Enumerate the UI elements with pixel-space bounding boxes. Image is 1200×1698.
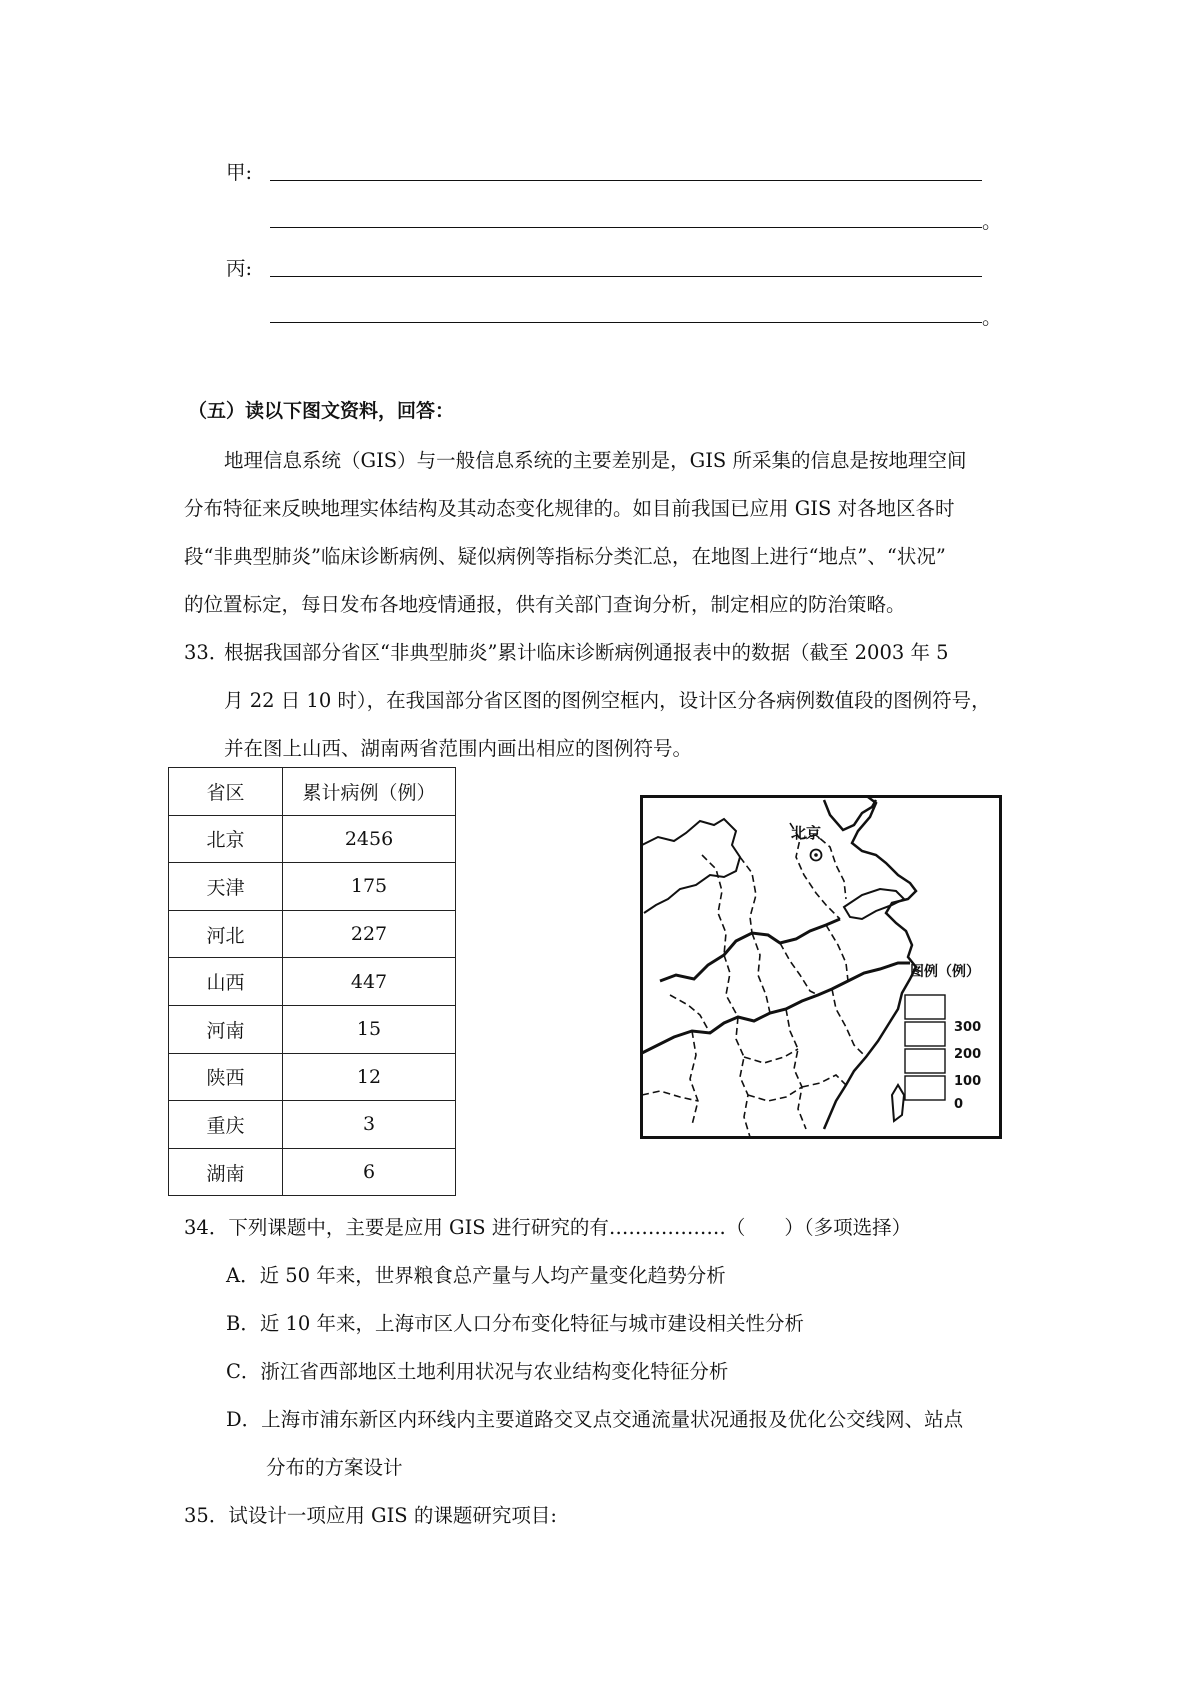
q33-line: 月 22 日 10 时），在我国部分省区图的图例空框内，设计区分各病例数值段的图例符号， xyxy=(224,689,991,712)
cases-cell: 6 xyxy=(283,1148,456,1196)
beijing-marker-dot xyxy=(814,853,818,857)
bing-label: 丙: xyxy=(226,257,253,280)
cases-cell: 3 xyxy=(283,1101,456,1149)
paragraph-line: 的位置标定，每日发布各地疫情通报，供有关部门查询分析，制定相应的防治策略。 xyxy=(184,593,906,616)
legend-box-2[interactable] xyxy=(905,1022,945,1046)
table-row xyxy=(169,863,456,911)
q34-option-c[interactable]: C．浙江省西部地区土地利用状况与农业结构变化特征分析 xyxy=(226,1360,729,1383)
answer-line-bing-2[interactable] xyxy=(270,322,982,323)
province-cell: 河南 xyxy=(169,1005,283,1053)
island-outline xyxy=(892,1085,904,1121)
cases-cell: 15 xyxy=(283,1005,456,1053)
cases-cell: 2456 xyxy=(283,815,456,863)
section-heading: （五）读以下图文资料，回答： xyxy=(188,400,455,422)
beijing-label: 北京 xyxy=(791,824,822,842)
province-map xyxy=(640,795,1002,1139)
table-row xyxy=(169,1005,456,1053)
q34-option-a[interactable]: A．近 50 年来，世界粮食总产量与人均产量变化趋势分析 xyxy=(226,1264,726,1287)
table-row xyxy=(169,910,456,958)
table-row xyxy=(169,815,456,863)
table-header-row xyxy=(169,768,456,816)
cases-cell: 447 xyxy=(283,958,456,1006)
cases-cell: 12 xyxy=(283,1053,456,1101)
q35-stem: 35．试设计一项应用 GIS 的课题研究项目: xyxy=(184,1504,557,1527)
province-cell: 重庆 xyxy=(169,1101,283,1149)
paragraph-line: 地理信息系统（GIS）与一般信息系统的主要差别是，GIS 所采集的信息是按地理空间 xyxy=(224,449,967,472)
table-row xyxy=(169,1148,456,1196)
answer-line-jia-1[interactable] xyxy=(270,180,982,181)
table-header: 累计病例（例） xyxy=(283,768,456,816)
period-mark: 。 xyxy=(982,210,1002,233)
q34-stem: 34．下列课题中，主要是应用 GIS 进行研究的有………………（ ）（多项选择） xyxy=(184,1216,912,1239)
cases-cell: 227 xyxy=(283,910,456,958)
legend-title: 图例（例） xyxy=(910,964,980,980)
legend-value: 300 xyxy=(954,1020,982,1035)
table-row xyxy=(169,1101,456,1149)
jia-label: 甲: xyxy=(226,161,253,184)
q33-line: 根据我国部分省区“非典型肺炎”累计临床诊断病例通报表中的数据（截至 2003 年 5 xyxy=(224,641,949,664)
q33-line: 并在图上山西、湖南两省范围内画出相应的图例符号。 xyxy=(224,737,693,760)
q34-option-d[interactable]: D．上海市浦东新区内环线内主要道路交叉点交通流量状况通报及优化公交线网、站点 xyxy=(226,1408,964,1431)
paragraph-line: 段“非典型肺炎”临床诊断病例、疑似病例等指标分类汇总，在地图上进行“地点”、“状况” xyxy=(184,545,946,568)
paragraph-line: 分布特征来反映地理实体结构及其动态变化规律的。如目前我国已应用 GIS 对各地区各时 xyxy=(184,497,955,520)
province-cell: 河北 xyxy=(169,910,283,958)
legend-value: 200 xyxy=(954,1047,982,1062)
table-row xyxy=(169,1053,456,1101)
legend-box-4[interactable] xyxy=(905,1076,945,1100)
province-cell: 陕西 xyxy=(169,1053,283,1101)
q34-option-b[interactable]: B．近 10 年来，上海市区人口分布变化特征与城市建设相关性分析 xyxy=(226,1312,805,1335)
q34-option-d-continued: 分布的方案设计 xyxy=(266,1456,403,1479)
answer-line-jia-2[interactable] xyxy=(270,227,982,228)
legend-value: 0 xyxy=(954,1097,964,1112)
province-cell: 天津 xyxy=(169,863,283,911)
province-cell: 山西 xyxy=(169,958,283,1006)
legend-box-1[interactable] xyxy=(905,995,945,1019)
province-cell: 湖南 xyxy=(169,1148,283,1196)
answer-line-bing-1[interactable] xyxy=(270,276,982,277)
legend-box-3[interactable] xyxy=(905,1049,945,1073)
cases-cell: 175 xyxy=(283,863,456,911)
cases-table xyxy=(168,767,456,1196)
table-row xyxy=(169,958,456,1006)
legend-value: 100 xyxy=(954,1074,982,1089)
period-mark: 。 xyxy=(982,306,1002,329)
q33-number: 33． xyxy=(184,641,229,664)
table-header: 省区 xyxy=(169,768,283,816)
province-cell: 北京 xyxy=(169,815,283,863)
